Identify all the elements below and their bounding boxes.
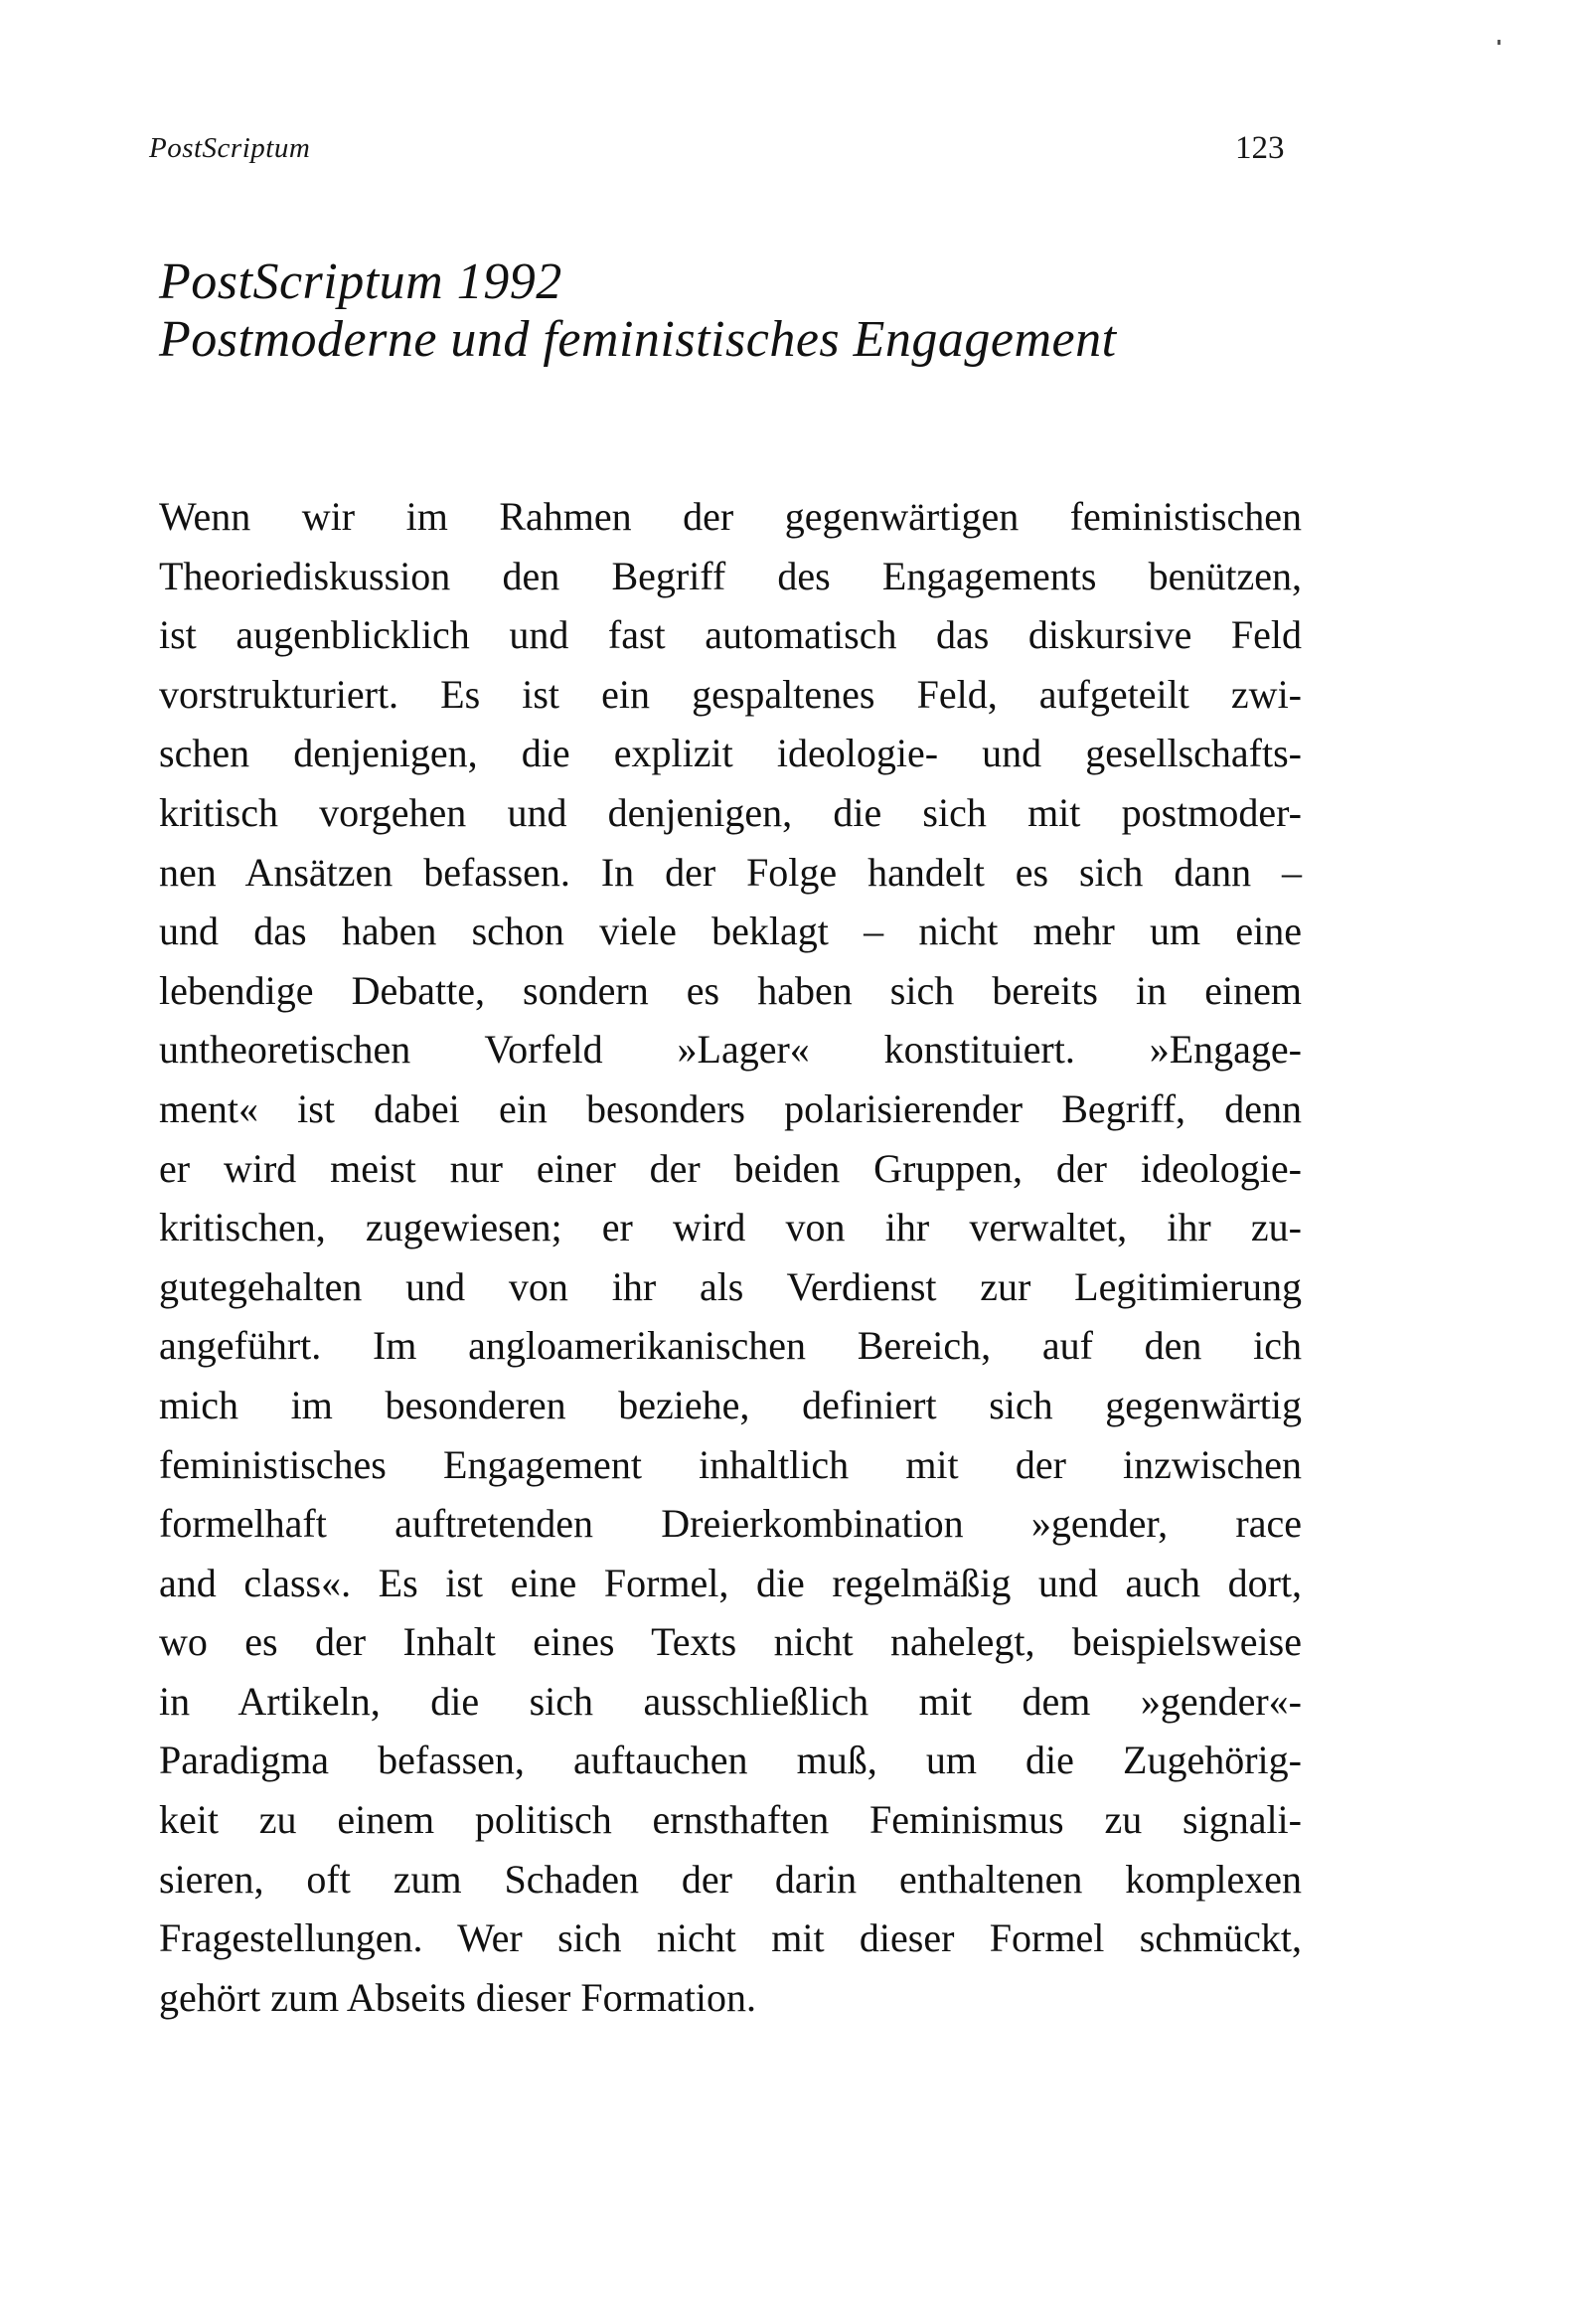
chapter-subtitle-line: Postmoderne und feministisches Engagement (159, 311, 1117, 368)
text-line: er wird meist nur einer der beiden Gruppen, der ideologie- (159, 1145, 1302, 1191)
text-line: ment« ist dabei ein besonders polarisierender Begriff, denn (159, 1085, 1302, 1131)
text-line: angeführt. Im angloamerikanischen Bereich, auf den ich (159, 1323, 1302, 1369)
text-line: nen Ansätzen befassen. In der Folge handelt es sich dann – (159, 849, 1302, 895)
chapter-title (159, 253, 1302, 369)
text-line: gutegehalten und von ihr als Verdienst zur Legitimierung (159, 1263, 1302, 1309)
text-line: Wenn wir im Rahmen der gegenwärtigen feministischen (159, 494, 1302, 539)
body-paragraph (159, 487, 1302, 2027)
text-line: lebendige Debatte, sondern es haben sich bereits in einem (159, 967, 1302, 1013)
text-line: wo es der Inhalt eines Texts nicht nahelegt, beispielsweise (159, 1619, 1302, 1665)
text-line: in Artikeln, die sich ausschließlich mit dem »gender«- (159, 1678, 1302, 1724)
text-line: Paradigma befassen, auftauchen muß, um die Zugehörig- (159, 1738, 1302, 1783)
running-header: PostScriptum (149, 132, 311, 164)
text-line: ist augenblicklich und fast automatisch das diskursive Feld (159, 612, 1302, 658)
text-line: and class«. Es ist eine Formel, die regelmäßig und auch dort, (159, 1560, 1302, 1605)
text-line-last: gehört zum Abseits dieser Formation. (159, 1974, 757, 2020)
text-line: sieren, oft zum Schaden der darin enthaltenen komplexen (159, 1856, 1302, 1902)
text-line: vorstrukturiert. Es ist ein gespaltenes Feld, aufgeteilt zwi- (159, 671, 1302, 717)
text-line: kritischen, zugewiesen; er wird von ihr verwaltet, ihr zu- (159, 1205, 1302, 1250)
scan-speck (1498, 40, 1500, 45)
text-line: und das haben schon viele beklagt – nicht mehr um eine (159, 909, 1302, 954)
page-number: 123 (1235, 130, 1285, 166)
text-line: Theoriediskussion den Begriff des Engagements benützen, (159, 553, 1302, 598)
text-line: mich im besonderen beziehe, definiert sich gegenwärtig (159, 1382, 1302, 1427)
text-line: formelhaft auftretenden Dreierkombination »gender, race (159, 1501, 1302, 1547)
text-line: keit zu einem politisch ernsthaften Feminismus zu signali- (159, 1797, 1302, 1843)
text-line: Fragestellungen. Wer sich nicht mit dieser Formel schmückt, (159, 1915, 1302, 1961)
chapter-title-line: PostScriptum 1992 (159, 253, 562, 310)
text-line: kritisch vorgehen und denjenigen, die sich mit postmoder- (159, 789, 1302, 835)
text-line: schen denjenigen, die explizit ideologie- und gesellschafts- (159, 731, 1302, 776)
text-line: untheoretischen Vorfeld »Lager« konstituiert. »Engage- (159, 1027, 1302, 1073)
text-line: feministisches Engagement inhaltlich mit der inzwischen (159, 1441, 1302, 1487)
